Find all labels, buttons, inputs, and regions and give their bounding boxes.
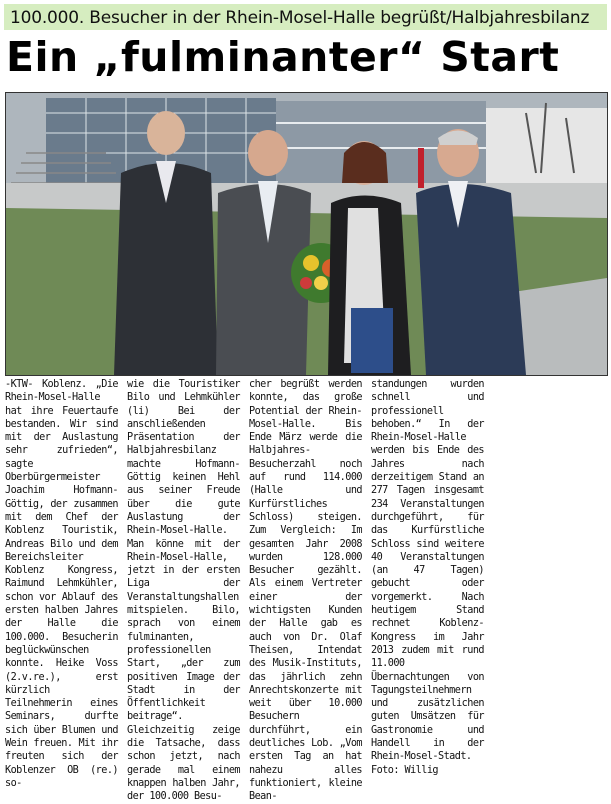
column-text: standungen wurden schnell und professionell behoben.“ In der Rhein-Mosel-Halle werden bis Ende des Jahres nach derzeitigem Stand an 277 Tagen insgesamt 234 Veranstaltungen durchgeführt, für das Kurfürstliche Schloss sind weitere 40 Veranstaltungen (an 47 Tagen) gebucht oder vorgemerkt. Nach heutigem Stand rechnet Koblenz-Kongress im Jahr 2013 zudem mit rund 11.000 Übernachtungen von Tagungsteilnehmern und zusätzlichen guten Umsätzen für Gastronomie und Handell in der Rhein-Mosel-Stadt. Foto: Willig	[371, 379, 484, 776]
column-text: -KTW- Koblenz. „Die Rhein-Mosel-Halle hat ihre Feuertaufe bestanden. Wir sind mit der Auslastung sehr zufrieden“, sagte Oberbürgermeister Joachim Hofmann-Göttig, der zusammen mit dem Chef der Koblenz Touristik, Andreas Bilo und dem Bereichsleiter Koblenz Kongress, Raimund Lehmkühler, schon vor Ablauf des ersten halben Jahres der Halle die 100.000. Besucherin beglückwünschen konnte. Heike Voss (2.v.re.), erst kürzlich Teilnehmerin eines Seminars, durfte sich über Blumen und Wein freuen. Mit ihr freuten sich der Koblenzer OB (re.) so-	[5, 379, 118, 789]
article-photo	[5, 92, 608, 376]
article-column-4	[371, 378, 484, 776]
column-text: wie die Touristiker Bilo und Lehmkühler (li) Bei der anschließenden Präsentation der Halbjahresbilanz machte Hofmann-Göttig keinen Hehl aus seiner Freude über die gute Auslastung der Rhein-Mosel-Halle. Man könne mit der Rhein-Mosel-Halle, jetzt in der ersten Liga der Veranstaltungshallen mitspielen. Bilo, sprach von einem fulminanten, professionellen Start, „der zum positiven Image der Stadt in der Öffentlichkeit beitrage“. Gleichzeitig zeige die Tatsache, dass schon jetzt, nach gerade mal einem knappen halben Jahr, der 100.000 Besu-	[127, 379, 240, 803]
kicker-bar	[4, 4, 607, 30]
article-column-2	[127, 378, 240, 803]
kicker-text: 100.000. Besucher in der Rhein-Mosel-Halle begrüßt/Halbjahresbilanz	[10, 8, 590, 28]
article-body	[5, 378, 607, 803]
headline: Ein „fulminanter“ Start	[6, 33, 560, 81]
article-column-1	[5, 378, 118, 789]
article-column-3	[249, 378, 362, 803]
column-text: cher begrüßt werden konnte, das große Potential der Rhein-Mosel-Halle. Bis Ende März werde die Halbjahres-Besucherzahl noch auf rund 114.000 (Halle und Kurfürstliches Schloss) steigen. Zum Vergleich: Im gesamten Jahr 2008 wurden 128.000 Besucher gezählt. Als einem Vertreter einer der wichtigsten Kunden der Halle gab es auch von Dr. Olaf Theisen, Intendat des Musik-Instituts, das jährlich zehn Anrechtskonzerte mit weit über 10.000 Besuchern durchführt, ein deutliches Lob. „Vom ersten Tag an hat nahezu alles funktioniert, kleine Bean-	[249, 379, 362, 803]
group-photo-icon	[6, 93, 607, 375]
